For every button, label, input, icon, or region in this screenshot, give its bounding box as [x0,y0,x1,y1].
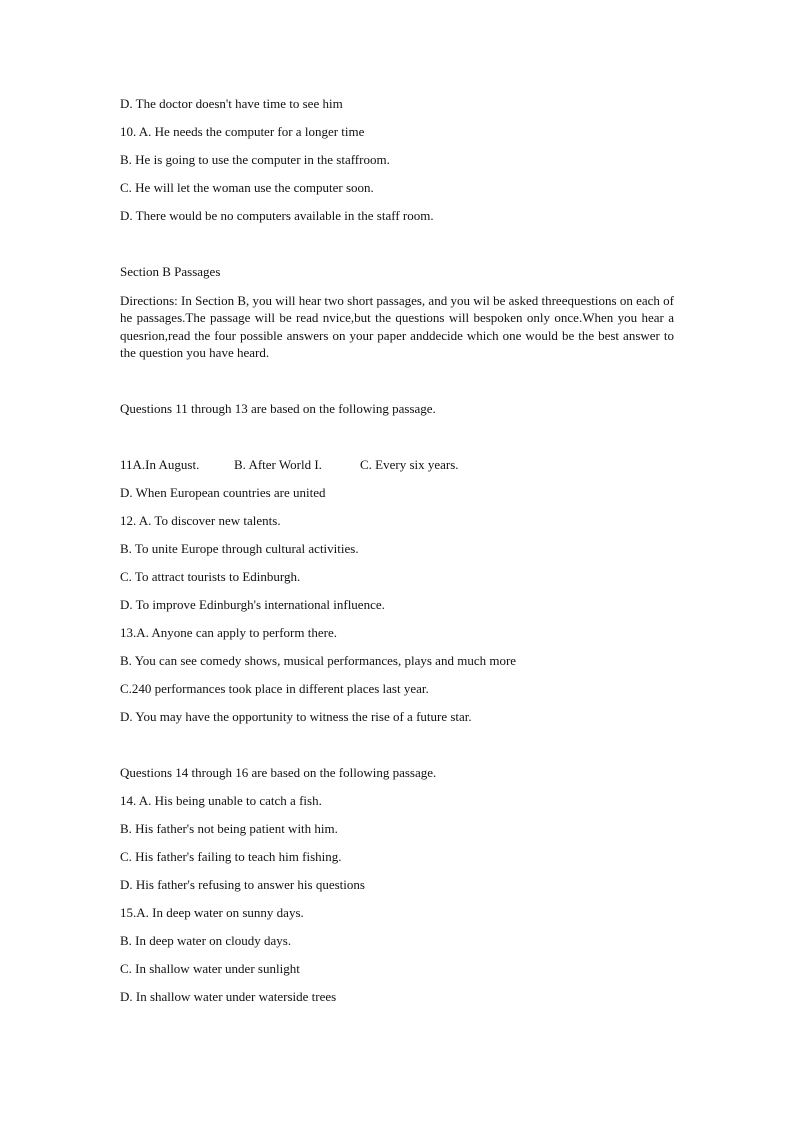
option-12d: D. To improve Edinburgh's international influence. [120,597,385,612]
option-15b: B. In deep water on cloudy days. [120,933,292,948]
question-15-option-a: 15.A. In deep water on sunny days. [120,905,304,920]
option-14b: B. His father's not being patient with him. [120,821,338,836]
question-10-option-a: 10. A. He needs the computer for a longer time [120,124,365,139]
option-10c: C. He will let the woman use the computer soon. [120,180,374,195]
option-10b: B. He is going to use the computer in the staffroom. [120,152,390,167]
question-12-option-a: 12. A. To discover new talents. [120,513,281,528]
option-14d: D. His father's refusing to answer his questions [120,877,365,892]
option-13c: C.240 performances took place in different places last year. [120,681,429,696]
option-15d: D. In shallow water under waterside trees [120,989,337,1004]
option-11d: D. When European countries are united [120,485,326,500]
option-15c: C. In shallow water under sunlight [120,961,300,976]
question-14-option-a: 14. A. His being unable to catch a fish. [120,793,322,808]
question-13-option-a: 13.A. Anyone can apply to perform there. [120,625,337,640]
option-13d: D. You may have the opportunity to witness the rise of a future star. [120,709,472,724]
option-11a: 11A.In August. [120,457,200,472]
question-11-options-row [120,457,459,473]
option-11b: B. After World I. [234,457,322,472]
questions-11-13-intro: Questions 11 through 13 are based on the following passage. [120,401,436,416]
option-11c: C. Every six years. [360,457,459,472]
option-14c: C. His father's failing to teach him fishing. [120,849,342,864]
directions-paragraph: Directions: In Section B, you will hear two short passages, and you wil be asked threequestions on each of he passages.The passage will be read nvice,but the questions will bespoken only once.When you hear a quesrion,read the four possible answers on your paper anddecide which one would be the best answer to the question you have heard. [120,293,674,360]
option-12c: C. To attract tourists to Edinburgh. [120,569,301,584]
section-heading: Section B Passages [120,264,221,279]
questions-14-16-intro: Questions 14 through 16 are based on the following passage. [120,765,437,780]
option-10d: D. There would be no computers available in the staff room. [120,208,434,223]
option-9d: D. The doctor doesn't have time to see him [120,96,343,111]
option-13b: B. You can see comedy shows, musical performances, plays and much more [120,653,517,668]
option-12b: B. To unite Europe through cultural activities. [120,541,359,556]
